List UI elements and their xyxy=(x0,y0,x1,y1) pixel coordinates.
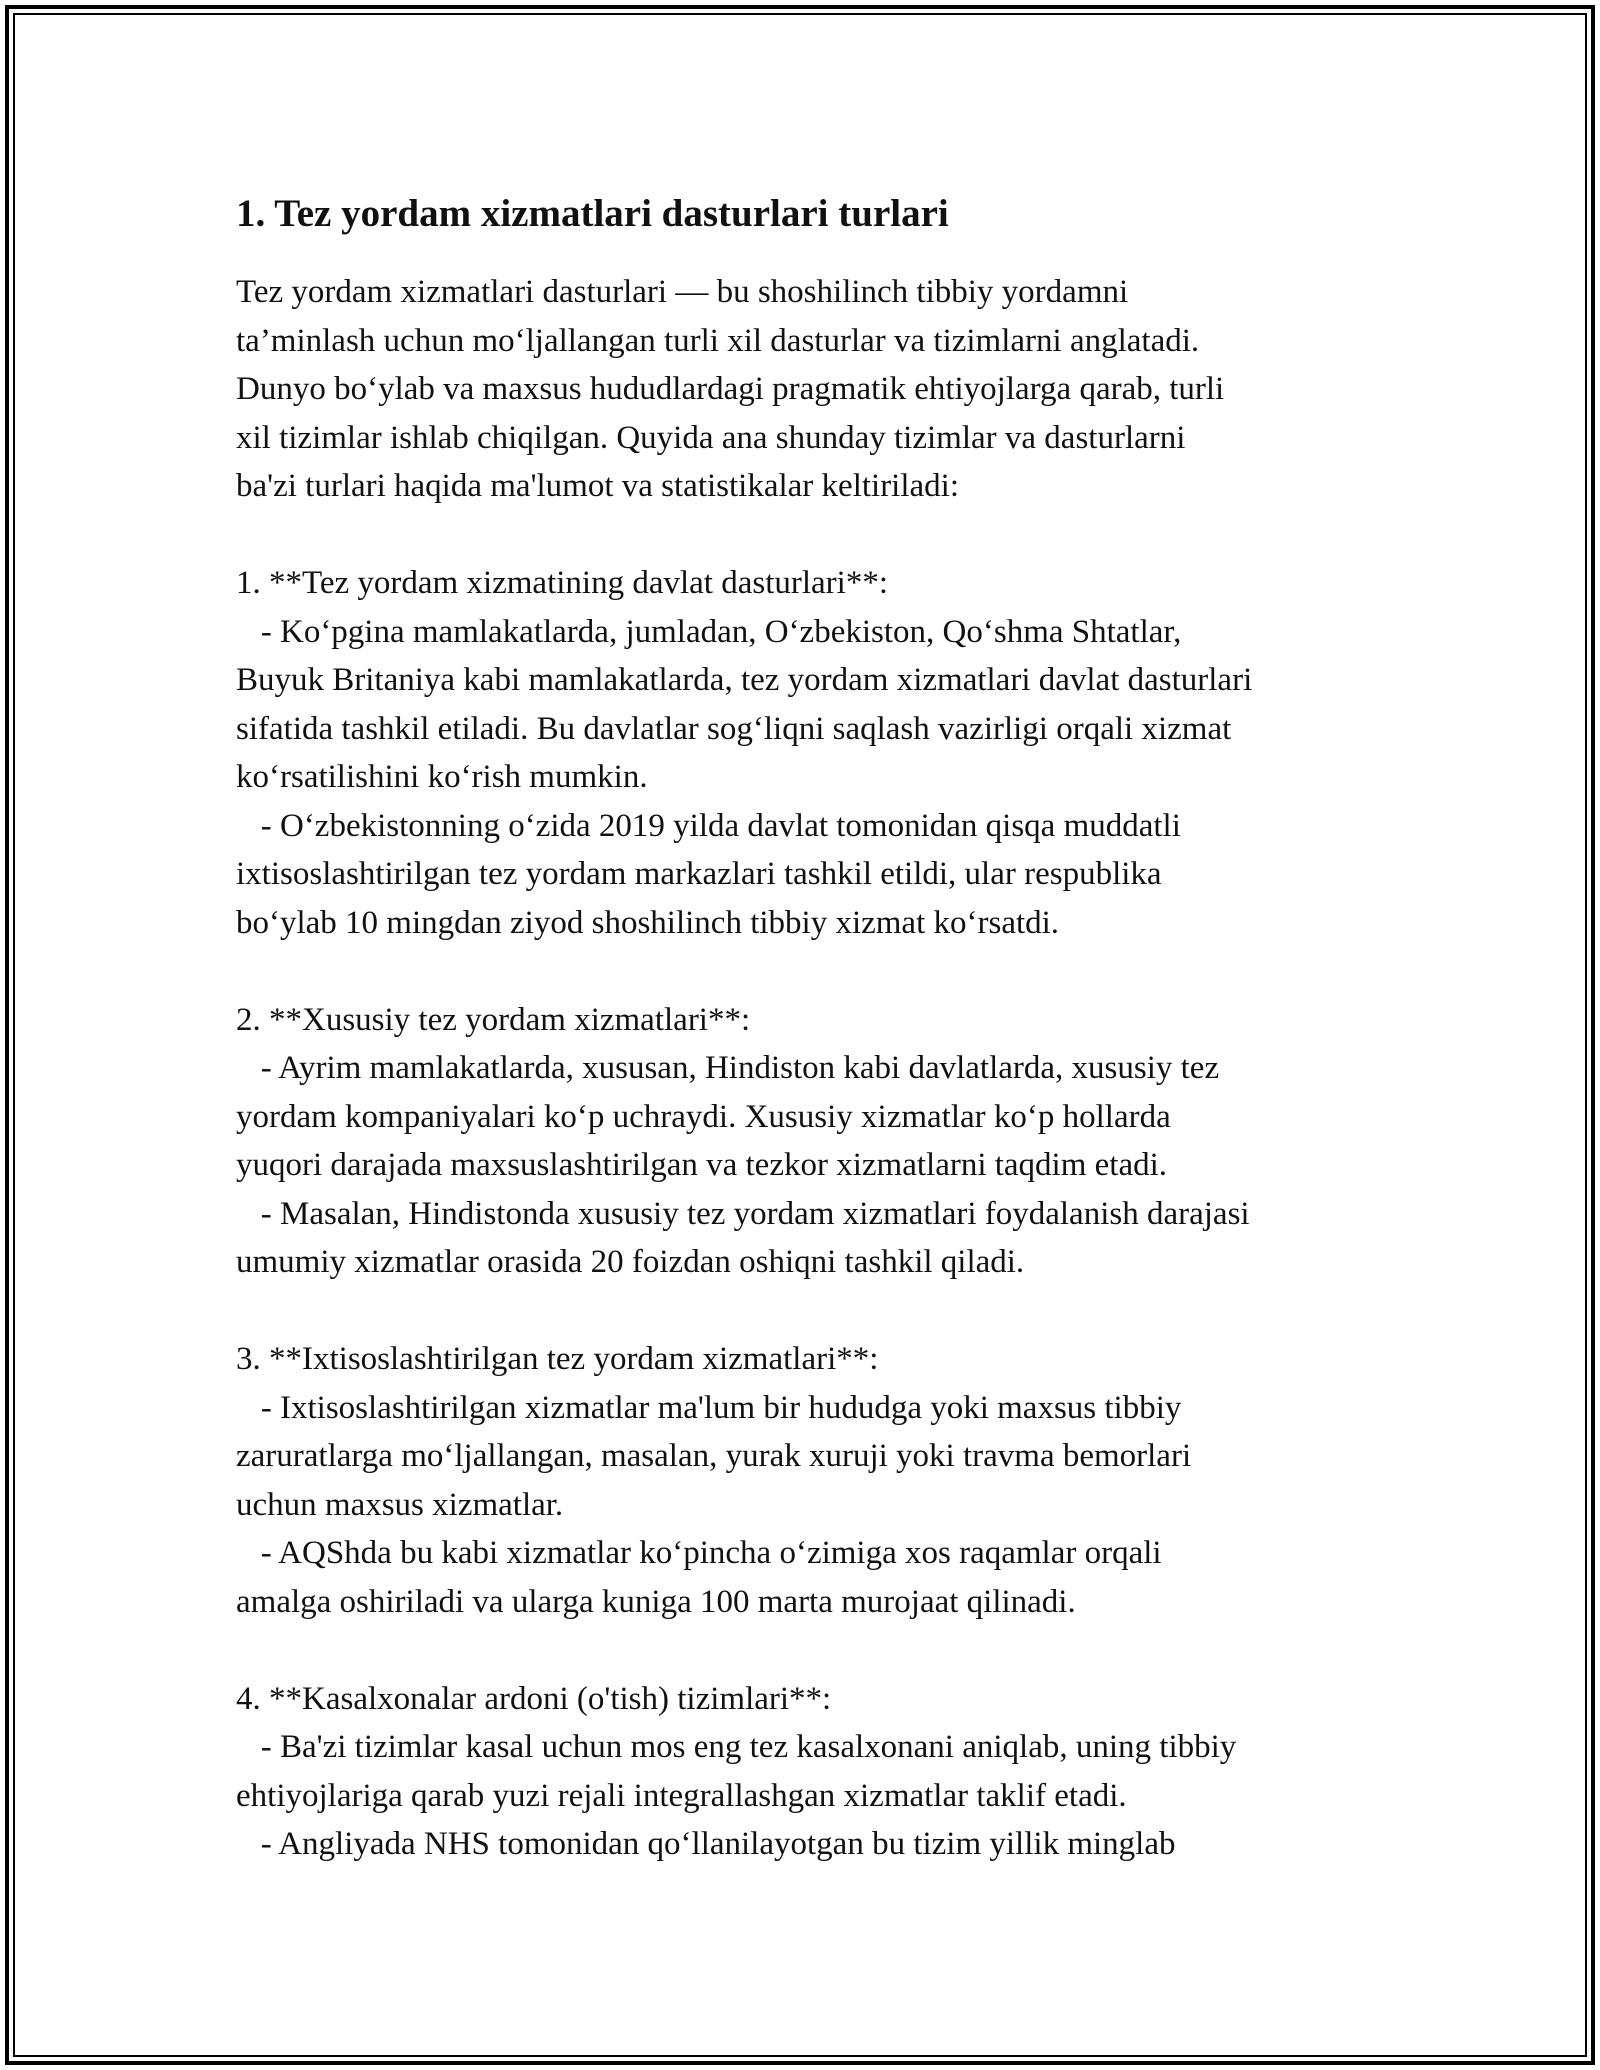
text-line: - Ko‘pgina mamlakatlarda, jumladan, O‘zbekiston, Qo‘shma Shtatlar, xyxy=(236,613,1182,650)
text-line: 3. **Ixtisoslashtirilgan tez yordam xizmatlari**: xyxy=(236,1341,879,1377)
text-line: 1. **Tez yordam xizmatining davlat dasturlari**: xyxy=(236,565,889,601)
text-line: zaruratlarga mo‘ljallangan, masalan, yurak xuruji yoki travma bemorlari xyxy=(236,1438,1192,1474)
text-line: - Ayrim mamlakatlarda, xususan, Hindiston kabi davlatlarda, xususiy tez xyxy=(236,1050,1220,1086)
text-line: amalga oshiriladi va ularga kuniga 100 marta murojaat qilinadi. xyxy=(236,1583,1076,1620)
text-line: ta’minlash uchun mo‘ljallangan turli xil dasturlar va tizimlarni anglatadi. xyxy=(236,322,1200,359)
text-line: - Masalan, Hindistonda xususiy tez yordam xizmatlari foydalanish darajasi xyxy=(236,1195,1250,1232)
text-line: - Angliyada NHS tomonidan qo‘llanilayotgan bu tizim yillik minglab xyxy=(236,1826,1176,1862)
document-body xyxy=(236,268,1426,1869)
text-line: 4. **Kasalxonalar ardoni (o'tish) tizimlari**: xyxy=(236,1680,832,1717)
section-heading: 1. Tez yordam xizmatlari dasturlari turlari xyxy=(236,192,949,235)
text-line: uchun maxsus xizmatlar. xyxy=(236,1486,564,1523)
text-line: yordam kompaniyalari ko‘p uchraydi. Xususiy xizmatlar ko‘p hollarda xyxy=(236,1098,1171,1135)
text-line: - Ba'zi tizimlar kasal uchun mos eng tez kasalxonani aniqlab, uning tibbiy xyxy=(236,1729,1237,1765)
text-line: yuqori darajada maxsuslashtirilgan va tezkor xizmatlarni taqdim etadi. xyxy=(236,1147,1168,1183)
text-line: ko‘rsatilishini ko‘rish mumkin. xyxy=(236,759,648,795)
text-line: Buyuk Britaniya kabi mamlakatlarda, tez yordam xizmatlari davlat dasturlari xyxy=(236,662,1253,698)
text-line: - Ixtisoslashtirilgan xizmatlar ma'lum bir hududga yoki maxsus tibbiy xyxy=(236,1389,1182,1426)
document-page xyxy=(236,186,1426,1869)
text-line: 2. **Xususiy tez yordam xizmatlari**: xyxy=(236,1001,751,1038)
blank-line xyxy=(236,1626,1426,1675)
text-line: Tez yordam xizmatlari dasturlari — bu shoshilinch tibbiy yordamni xyxy=(236,274,1129,310)
text-line: ixtisoslashtirilgan tez yordam markazlari tashkil etildi, ular respublika xyxy=(236,856,1162,892)
text-line: - AQShda bu kabi xizmatlar ko‘pincha o‘zimiga xos raqamlar orqali xyxy=(236,1535,1162,1571)
text-line: ehtiyojlariga qarab yuzi rejali integrallashgan xizmatlar taklif etadi. xyxy=(236,1777,1127,1814)
text-line: xil tizimlar ishlab chiqilgan. Quyida ana shunday tizimlar va dasturlarni xyxy=(236,419,1186,456)
text-line: - O‘zbekistonning o‘zida 2019 yilda davlat tomonidan qisqa muddatli xyxy=(236,807,1181,844)
text-line: umumiy xizmatlar orasida 20 foizdan oshiqni tashkil qiladi. xyxy=(236,1244,1025,1280)
text-line: bo‘ylab 10 mingdan ziyod shoshilinch tibbiy xizmat ko‘rsatdi. xyxy=(236,904,1060,941)
blank-line xyxy=(236,947,1426,996)
blank-line xyxy=(236,1287,1426,1336)
text-line: Dunyo bo‘ylab va maxsus hududlardagi pragmatik ehtiyojlarga qarab, turli xyxy=(236,371,1225,407)
text-line: sifatida tashkil etiladi. Bu davlatlar sog‘liqni saqlash vazirligi orqali xizmat xyxy=(236,710,1232,747)
text-line: ba'zi turlari haqida ma'lumot va statistikalar keltiriladi: xyxy=(236,468,960,504)
blank-line xyxy=(236,511,1426,560)
